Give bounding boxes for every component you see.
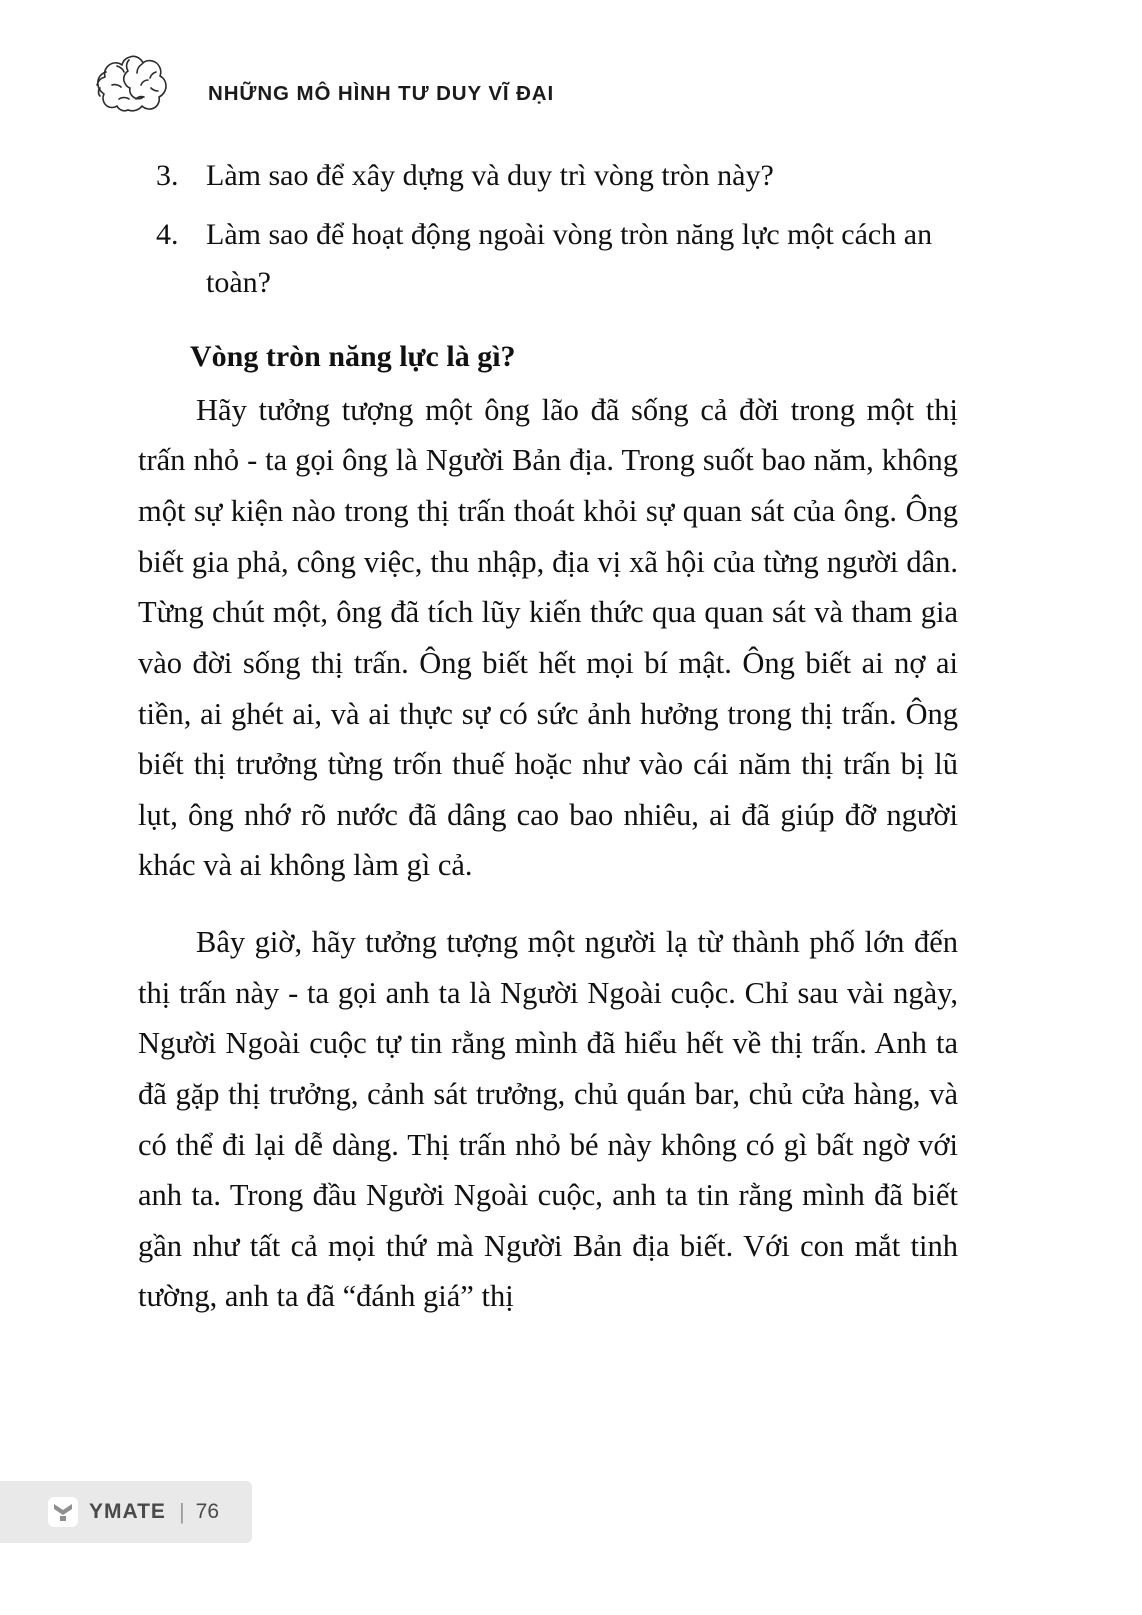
section-subheading: Vòng tròn năng lực là gì? xyxy=(190,339,516,373)
ymate-logo-icon xyxy=(48,1497,78,1527)
footer-separator: | xyxy=(178,1499,185,1524)
book-running-title: NHỮNG MÔ HÌNH TƯ DUY VĨ ĐẠI xyxy=(208,82,555,105)
list-item-number: 3. xyxy=(156,159,179,192)
list-item-number: 4. xyxy=(156,217,179,251)
list-item-text: Làm sao để xây dựng và duy trì vòng tròn này? xyxy=(206,159,774,192)
body-paragraph: Hãy tưởng tượng một ông lão đã sống cả đời trong một thị trấn nhỏ - ta gọi ông là Người Bản địa. Trong suốt bao năm, không một sự kiện nào trong thị trấn thoát khỏi sự quan sát của ông. Ông biết gia phả, công việc, thu nhập, địa vị xã hội của từng người dân. Từng chút một, ông đã tích lũy kiến thức qua quan sát và tham gia vào đời sống thị trấn. Ông biết hết mọi bí mật. Ông biết ai nợ ai tiền, ai ghét ai, và ai thực sự có sức ảnh hưởng trong thị trấn. Ông biết thị trưởng từng trốn thuế hoặc như vào cái năm thị trấn bị lũ lụt, ông nhớ rõ nước đã dâng cao bao nhiêu, ai đã giúp đỡ người khác và ai không làm gì cả. xyxy=(138,392,958,883)
footer-brand: YMATE xyxy=(89,1500,166,1523)
page-footer xyxy=(0,1481,252,1543)
numbered-question-list xyxy=(138,152,958,308)
body-paragraph: Bây giờ, hãy tưởng tượng một người lạ từ thành phố lớn đến thị trấn này - ta gọi anh ta là Người Ngoài cuộc. Chỉ sau vài ngày, Người Ngoài cuộc tự tin rằng mình đã hiểu hết về thị trấn. Anh ta đã gặp thị trưởng, cảnh sát trưởng, chủ quán bar, chủ cửa hàng, và có thể đi lại dễ dàng. Thị trấn nhỏ bé này không có gì bất ngờ với anh ta. Trong đầu Người Ngoài cuộc, anh ta tin rằng mình đã biết gần như tất cả mọi thứ mà Người Bản địa biết. Với con mắt tinh tường, anh ta đã “đánh giá” thị xyxy=(138,925,958,1314)
page-header xyxy=(86,38,1056,128)
list-item xyxy=(138,152,958,201)
page-content xyxy=(138,152,958,1322)
list-item xyxy=(138,211,958,308)
page-number: 76 xyxy=(195,1500,220,1523)
brain-icon xyxy=(86,42,184,124)
list-item-text: Làm sao để hoạt động ngoài vòng tròn năng lực một cách an toàn? xyxy=(206,217,933,300)
